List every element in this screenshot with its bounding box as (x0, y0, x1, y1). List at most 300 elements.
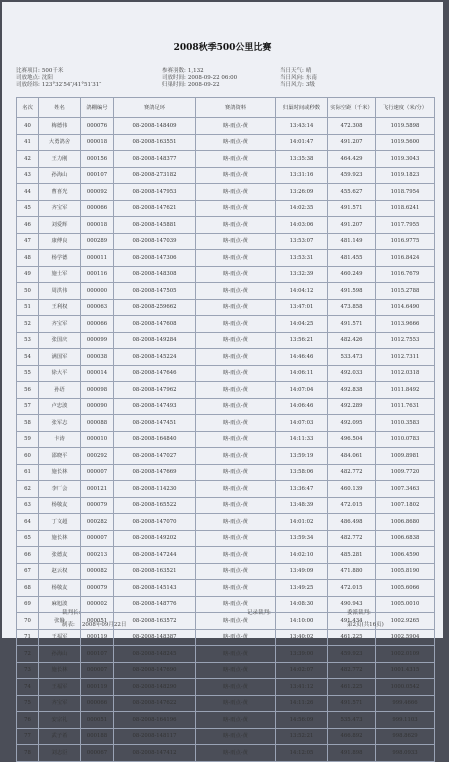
cell-arrival: 13:53:07 (276, 233, 328, 250)
cell-arrival: 14:56:09 (276, 712, 328, 729)
cell-name: 徐大平 (39, 365, 81, 382)
cell-bird-info: 瞎-雨点-黄 (196, 629, 276, 646)
cell-loft-id: 000051 (81, 712, 114, 729)
cell-arrival: 13:47:01 (276, 299, 328, 316)
cell-distance: 485.281 (328, 547, 376, 564)
cell-rank: 75 (17, 695, 39, 712)
cell-name: 孙海山 (39, 167, 81, 184)
made-by (62, 620, 126, 628)
cell-bird-info: 瞎-雨点-黄 (196, 712, 276, 729)
cell-speed: 1019.1823 (376, 167, 435, 184)
cell-ring: 08-2008-147039 (114, 233, 196, 250)
cell-loft-id: 000082 (81, 563, 114, 580)
cell-arrival: 13:59:19 (276, 448, 328, 465)
cell-arrival: 13:35:38 (276, 151, 328, 168)
cell-ring: 08-2008-147070 (114, 514, 196, 531)
cell-ring: 08-2008-147493 (114, 398, 196, 415)
cell-loft-id: 000107 (81, 646, 114, 663)
header-rank: 名次 (17, 98, 39, 118)
cell-bird-info: 瞎-雨点-黄 (196, 728, 276, 745)
cell-rank: 48 (17, 250, 39, 267)
meta-row-weather (280, 68, 317, 75)
cell-loft-id: 000014 (81, 365, 114, 382)
cell-loft-id: 000079 (81, 497, 114, 514)
cell-ring: 08-2008-145881 (114, 217, 196, 234)
meta-label: 参赛羽数: (162, 68, 186, 74)
meta-label: 司放时间: (162, 75, 186, 81)
cell-ring: 08-2008-149202 (114, 530, 196, 547)
meta-row-entries (162, 68, 237, 75)
cell-name: 卡涛 (39, 431, 81, 448)
cell-rank: 76 (17, 712, 39, 729)
cell-bird-info: 瞎-雨点-黄 (196, 596, 276, 613)
cell-speed: 999.1103 (376, 712, 435, 729)
cell-loft-id: 000011 (81, 250, 114, 267)
cell-rank: 74 (17, 679, 39, 696)
cell-arrival: 13:26:09 (276, 184, 328, 201)
cell-distance: 482.772 (328, 530, 376, 547)
cell-loft-id: 000092 (81, 184, 114, 201)
meta-row-release-site (16, 75, 101, 82)
cell-distance: 460.249 (328, 266, 376, 283)
cell-name: 周洪伟 (39, 283, 81, 300)
cell-arrival: 13:43:14 (276, 118, 328, 135)
table-row (17, 662, 435, 679)
cell-name: 李厂会 (39, 481, 81, 498)
cell-arrival: 13:49:09 (276, 563, 328, 580)
cell-rank: 40 (17, 118, 39, 135)
cell-distance: 491.571 (328, 695, 376, 712)
cell-ring: 08-2008-147621 (114, 200, 196, 217)
table-row (17, 431, 435, 448)
cell-arrival: 14:02:07 (276, 662, 328, 679)
cell-bird-info: 瞎-雨点-黄 (196, 118, 276, 135)
cell-bird-info: 瞎-雨点-黄 (196, 695, 276, 712)
table-row (17, 151, 435, 168)
cell-arrival: 13:56:21 (276, 332, 328, 349)
cell-distance: 459.923 (328, 167, 376, 184)
meta-value: 2008-09-22 06:00 (187, 75, 238, 81)
meta-column-middle (162, 68, 237, 89)
cell-loft-id: 000156 (81, 151, 114, 168)
cell-speed: 998.0933 (376, 745, 435, 762)
cell-ring: 08-2008-147412 (114, 745, 196, 762)
cell-arrival: 14:07:04 (276, 382, 328, 399)
cell-name: 杨敬友 (39, 497, 81, 514)
cell-bird-info: 瞎-雨点-黄 (196, 233, 276, 250)
cell-loft-id: 000116 (81, 266, 114, 283)
cell-rank: 62 (17, 481, 39, 498)
cell-name: 武子希 (39, 728, 81, 745)
table-row (17, 398, 435, 415)
cell-arrival: 13:59:34 (276, 530, 328, 547)
cell-loft-id: 000282 (81, 514, 114, 531)
meta-label: 当日天气: (280, 68, 304, 74)
cell-loft-id: 000002 (81, 596, 114, 613)
cell-loft-id: 000088 (81, 415, 114, 432)
cell-loft-id: 000018 (81, 217, 114, 234)
cell-ring: 08-2008-147669 (114, 464, 196, 481)
cell-ring: 08-2008-148387 (114, 629, 196, 646)
cell-speed: 1010.3583 (376, 415, 435, 432)
table-row (17, 233, 435, 250)
meta-row-event (16, 68, 101, 75)
table-row (17, 184, 435, 201)
cell-arrival: 14:01:02 (276, 514, 328, 531)
cell-bird-info: 瞎-雨点-黄 (196, 266, 276, 283)
cell-loft-id: 000213 (81, 547, 114, 564)
cell-bird-info: 瞎-雨点-黄 (196, 646, 276, 663)
cell-speed: 1006.8680 (376, 514, 435, 531)
cell-speed: 1014.6490 (376, 299, 435, 316)
cell-loft-id: 000066 (81, 200, 114, 217)
cell-loft-id: 000067 (81, 745, 114, 762)
cell-ring: 08-2008-145224 (114, 349, 196, 366)
cell-ring: 08-2008-147962 (114, 382, 196, 399)
cell-distance: 492.033 (328, 365, 376, 382)
cell-rank: 78 (17, 745, 39, 762)
cell-ring: 08-2008-163521 (114, 563, 196, 580)
cell-ring: 08-2008-147244 (114, 547, 196, 564)
cell-loft-id: 000188 (81, 728, 114, 745)
cell-ring: 08-2008-164196 (114, 712, 196, 729)
cell-ring: 08-2008-148377 (114, 151, 196, 168)
cell-bird-info: 瞎-雨点-黄 (196, 365, 276, 382)
table-row (17, 118, 435, 135)
cell-rank: 52 (17, 316, 39, 333)
cell-rank: 43 (17, 167, 39, 184)
meta-value: 沈阳 (41, 75, 53, 81)
table-row (17, 448, 435, 465)
meta-value: 3级 (305, 82, 315, 88)
cell-rank: 58 (17, 415, 39, 432)
cell-distance: 491.571 (328, 316, 376, 333)
meta-label: 当日风向: (280, 75, 304, 81)
cell-loft-id: 000051 (81, 613, 114, 630)
cell-distance: 491.434 (328, 613, 376, 630)
cell-bird-info: 瞎-雨点-黄 (196, 398, 276, 415)
cell-distance: 472.308 (328, 118, 376, 135)
cell-ring: 08-2008-147646 (114, 365, 196, 382)
referee-signature-label: 裁判长: (62, 610, 81, 616)
cell-loft-id: 000119 (81, 679, 114, 696)
cell-ring: 08-2008-163551 (114, 134, 196, 151)
cell-ring: 08-2008-148117 (114, 728, 196, 745)
cell-distance: 486.498 (328, 514, 376, 531)
cell-loft-id: 000090 (81, 398, 114, 415)
table-row (17, 563, 435, 580)
cell-bird-info: 瞎-雨点-黄 (196, 349, 276, 366)
cell-speed: 1019.5898 (376, 118, 435, 135)
meta-column-right (280, 68, 317, 89)
cell-name: 施长林 (39, 530, 81, 547)
cell-loft-id: 000076 (81, 118, 114, 135)
cell-bird-info: 瞎-雨点-黄 (196, 250, 276, 267)
cell-distance: 491.207 (328, 134, 376, 151)
cell-arrival: 13:48:39 (276, 497, 328, 514)
cell-bird-info: 瞎-雨点-黄 (196, 134, 276, 151)
cell-bird-info: 瞎-雨点-黄 (196, 431, 276, 448)
meta-label: 司放经纬: (16, 82, 40, 88)
table-row (17, 481, 435, 498)
cell-distance: 472.015 (328, 497, 376, 514)
cell-name: 大勇鸽舍 (39, 134, 81, 151)
cell-loft-id: 000063 (81, 299, 114, 316)
meta-row-return-time (162, 82, 237, 89)
cell-rank: 66 (17, 547, 39, 564)
cell-rank: 68 (17, 580, 39, 597)
cell-distance: 490.943 (328, 596, 376, 613)
cell-bird-info: 瞎-雨点-黄 (196, 415, 276, 432)
cell-loft-id: 000079 (81, 580, 114, 597)
cell-bird-info: 瞎-雨点-黄 (196, 299, 276, 316)
cell-ring: 08-2008-147953 (114, 184, 196, 201)
cell-speed: 1000.0542 (376, 679, 435, 696)
table-row (17, 250, 435, 267)
cell-speed: 1016.8424 (376, 250, 435, 267)
cell-ring: 08-2008-163572 (114, 613, 196, 630)
table-row (17, 497, 435, 514)
meta-label: 归巢时间: (162, 82, 186, 88)
cell-arrival: 13:49:25 (276, 580, 328, 597)
cell-distance: 491.598 (328, 283, 376, 300)
cell-ring: 08-2008-147622 (114, 695, 196, 712)
cell-distance: 466.892 (328, 728, 376, 745)
cell-distance: 484.061 (328, 448, 376, 465)
cell-speed: 1016.9775 (376, 233, 435, 250)
table-row (17, 134, 435, 151)
cell-rank: 46 (17, 217, 39, 234)
cell-rank: 72 (17, 646, 39, 663)
cell-arrival: 13:36:47 (276, 481, 328, 498)
cell-ring: 08-2008-147306 (114, 250, 196, 267)
cell-distance: 482.772 (328, 464, 376, 481)
cell-name: 王福军 (39, 629, 81, 646)
cell-arrival: 13:32:39 (276, 266, 328, 283)
cell-ring: 08-2008-259662 (114, 299, 196, 316)
cell-ring: 08-2008-114230 (114, 481, 196, 498)
meta-value: 1,132 (187, 68, 204, 74)
table-row (17, 679, 435, 696)
cell-loft-id: 000107 (81, 167, 114, 184)
cell-bird-info: 瞎-雨点-黄 (196, 481, 276, 498)
cell-speed: 1011.8492 (376, 382, 435, 399)
cell-rank: 69 (17, 596, 39, 613)
table-row (17, 332, 435, 349)
cell-distance: 461.225 (328, 629, 376, 646)
cell-distance: 492.095 (328, 415, 376, 432)
cell-name: 满国军 (39, 349, 81, 366)
header-speed: 飞行速度（米/分） (376, 98, 435, 118)
cell-speed: 1006.6838 (376, 530, 435, 547)
cell-speed: 1005.8190 (376, 563, 435, 580)
made-date: 2008年09月22日 (81, 622, 127, 628)
cell-speed: 1002.9265 (376, 613, 435, 630)
cell-name: 张静 (39, 613, 81, 630)
table-row (17, 728, 435, 745)
cell-bird-info: 瞎-雨点-黄 (196, 580, 276, 597)
cell-arrival: 13:39:00 (276, 646, 328, 663)
cell-distance: 459.923 (328, 646, 376, 663)
cell-distance: 481.149 (328, 233, 376, 250)
cell-bird-info: 瞎-雨点-黄 (196, 184, 276, 201)
table-row (17, 200, 435, 217)
cell-distance: 461.225 (328, 679, 376, 696)
cell-speed: 1018.7954 (376, 184, 435, 201)
table-row (17, 316, 435, 333)
cell-bird-info: 瞎-雨点-黄 (196, 464, 276, 481)
cell-speed: 1002.5904 (376, 629, 435, 646)
cell-ring: 08-2008-147608 (114, 316, 196, 333)
cell-arrival: 13:58:06 (276, 464, 328, 481)
cell-speed: 1012.0318 (376, 365, 435, 382)
cell-name: 施士军 (39, 266, 81, 283)
cell-arrival: 14:11:26 (276, 695, 328, 712)
cell-arrival: 13:40:02 (276, 629, 328, 646)
cell-bird-info: 瞎-雨点-黄 (196, 217, 276, 234)
cell-ring: 08-2008-147690 (114, 662, 196, 679)
cell-loft-id: 000289 (81, 233, 114, 250)
table-row (17, 629, 435, 646)
cell-rank: 44 (17, 184, 39, 201)
cell-ring: 08-2008-148290 (114, 679, 196, 696)
cell-distance: 491.207 (328, 217, 376, 234)
cell-distance: 496.504 (328, 431, 376, 448)
header-ring: 赛鸽足环 (114, 98, 196, 118)
meta-label: 当日风力: (280, 82, 304, 88)
header-bird-info: 赛鸽资料 (196, 98, 276, 118)
cell-bird-info: 瞎-雨点-黄 (196, 613, 276, 630)
cell-rank: 59 (17, 431, 39, 448)
table-row (17, 299, 435, 316)
cell-arrival: 14:04:25 (276, 316, 328, 333)
cell-rank: 77 (17, 728, 39, 745)
cell-speed: 1015.2788 (376, 283, 435, 300)
cell-rank: 57 (17, 398, 39, 415)
table-row (17, 167, 435, 184)
cell-bird-info: 瞎-雨点-黄 (196, 679, 276, 696)
cell-name: 齐宝军 (39, 695, 81, 712)
cell-name: 曹喜光 (39, 184, 81, 201)
cell-speed: 1007.3463 (376, 481, 435, 498)
header-arrival: 归巢时间或秒数 (276, 98, 328, 118)
cell-rank: 45 (17, 200, 39, 217)
cell-ring: 08-2008-147505 (114, 283, 196, 300)
table-row (17, 580, 435, 597)
table-row (17, 349, 435, 366)
cell-distance: 482.772 (328, 662, 376, 679)
meta-label: 比赛项目: (16, 68, 40, 74)
results-table (16, 97, 435, 762)
cell-speed: 1005.6066 (376, 580, 435, 597)
cell-arrival: 14:10:00 (276, 613, 328, 630)
cell-speed: 1019.5600 (376, 134, 435, 151)
cell-distance: 481.455 (328, 250, 376, 267)
cell-bird-info: 瞎-雨点-黄 (196, 530, 276, 547)
cell-speed: 1017.7955 (376, 217, 435, 234)
cell-speed: 1019.3043 (376, 151, 435, 168)
cell-name: 张德友 (39, 547, 81, 564)
cell-loft-id: 000038 (81, 349, 114, 366)
cell-name: 赵云权 (39, 563, 81, 580)
cell-name: 孙语 (39, 382, 81, 399)
cell-name: 孙海山 (39, 646, 81, 663)
cell-ring: 08-2008-148308 (114, 266, 196, 283)
cell-speed: 1012.7311 (376, 349, 435, 366)
cell-rank: 42 (17, 151, 39, 168)
cell-distance: 491.571 (328, 200, 376, 217)
cell-rank: 49 (17, 266, 39, 283)
cell-loft-id: 000098 (81, 382, 114, 399)
cell-rank: 55 (17, 365, 39, 382)
cell-speed: 1011.7631 (376, 398, 435, 415)
meta-value: 500千米 (41, 68, 64, 74)
table-row (17, 365, 435, 382)
meta-row-wind-force (280, 82, 317, 89)
cell-rank: 71 (17, 629, 39, 646)
cell-speed: 1002.0109 (376, 646, 435, 663)
table-row (17, 646, 435, 663)
cell-name: 卢忠波 (39, 398, 81, 415)
cell-arrival: 14:02:10 (276, 547, 328, 564)
table-row (17, 514, 435, 531)
cell-ring: 08-2008-164840 (114, 431, 196, 448)
cell-bird-info: 瞎-雨点-黄 (196, 547, 276, 564)
cell-bird-info: 瞎-雨点-黄 (196, 448, 276, 465)
cell-rank: 60 (17, 448, 39, 465)
cell-name: 王福军 (39, 679, 81, 696)
cell-distance: 471.880 (328, 563, 376, 580)
cell-distance: 535.473 (328, 712, 376, 729)
committee-signature-label: 委派裁判: (347, 610, 371, 616)
cell-ring: 08-2008-273182 (114, 167, 196, 184)
cell-bird-info: 瞎-雨点-黄 (196, 745, 276, 762)
table-row (17, 547, 435, 564)
cell-rank: 63 (17, 497, 39, 514)
cell-loft-id: 000007 (81, 662, 114, 679)
meta-value: 晴 (305, 68, 312, 74)
cell-speed: 1016.7679 (376, 266, 435, 283)
cell-distance: 491.898 (328, 745, 376, 762)
cell-rank: 41 (17, 134, 39, 151)
table-row (17, 464, 435, 481)
cell-arrival: 14:02:35 (276, 200, 328, 217)
header-name: 姓名 (39, 98, 81, 118)
cell-arrival: 13:41:12 (276, 679, 328, 696)
cell-loft-id: 000119 (81, 629, 114, 646)
cell-loft-id: 000066 (81, 316, 114, 333)
cell-ring: 08-2008-148776 (114, 596, 196, 613)
cell-speed: 1005.0010 (376, 596, 435, 613)
cell-loft-id: 000007 (81, 530, 114, 547)
cell-bird-info: 瞎-雨点-黄 (196, 283, 276, 300)
cell-bird-info: 瞎-雨点-黄 (196, 497, 276, 514)
table-row (17, 266, 435, 283)
cell-bird-info: 瞎-雨点-黄 (196, 514, 276, 531)
cell-speed: 1009.8981 (376, 448, 435, 465)
cell-bird-info: 瞎-雨点-黄 (196, 662, 276, 679)
cell-rank: 50 (17, 283, 39, 300)
cell-name: 刘爱辉 (39, 217, 81, 234)
results-sheet (2, 2, 443, 756)
table-row (17, 712, 435, 729)
cell-speed: 999.4666 (376, 695, 435, 712)
cell-bird-info: 瞎-雨点-黄 (196, 167, 276, 184)
table-row (17, 530, 435, 547)
cell-name: 王力刚 (39, 151, 81, 168)
cell-arrival: 14:06:46 (276, 398, 328, 415)
cell-loft-id: 000007 (81, 464, 114, 481)
